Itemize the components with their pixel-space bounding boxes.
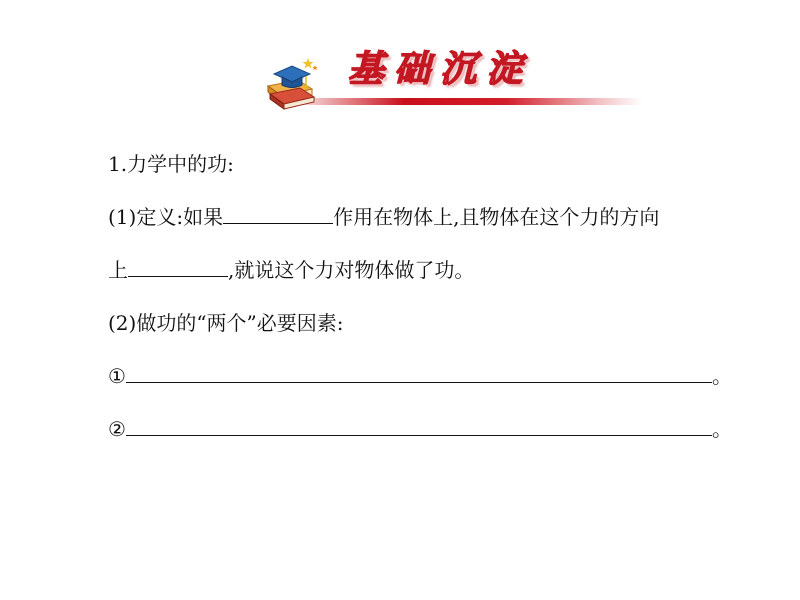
factors-heading: (2)做功的“两个”必要因素:	[108, 311, 344, 335]
answer-blank-factor-2[interactable]	[126, 415, 712, 436]
answer-blank-force[interactable]	[223, 203, 333, 224]
definition-line2-prefix: 上	[108, 258, 128, 282]
definition-line-2	[108, 256, 474, 284]
definition-prefix: (1)定义:如果	[108, 205, 224, 229]
definition-middle: 作用在物体上,且物体在这个力的方向	[333, 205, 660, 229]
section-banner	[262, 40, 642, 114]
book-with-graduation-cap-icon	[262, 56, 318, 110]
definition-line-1	[108, 203, 659, 231]
factor-end-2: 。	[711, 417, 732, 441]
factor-marker-1: ①	[108, 364, 126, 388]
answer-blank-factor-1[interactable]	[126, 362, 712, 383]
banner-underline	[302, 98, 642, 105]
factor-item-1	[108, 362, 732, 390]
answer-blank-distance[interactable]	[128, 256, 228, 277]
factor-item-2	[108, 415, 732, 443]
definition-line2-suffix: ,就说这个力对物体做了功。	[228, 258, 475, 282]
factor-marker-2: ②	[108, 417, 126, 441]
question-heading: 1.力学中的功:	[108, 152, 234, 176]
section-title: 基础沉淀	[348, 48, 533, 90]
factor-end-1: 。	[711, 364, 732, 388]
